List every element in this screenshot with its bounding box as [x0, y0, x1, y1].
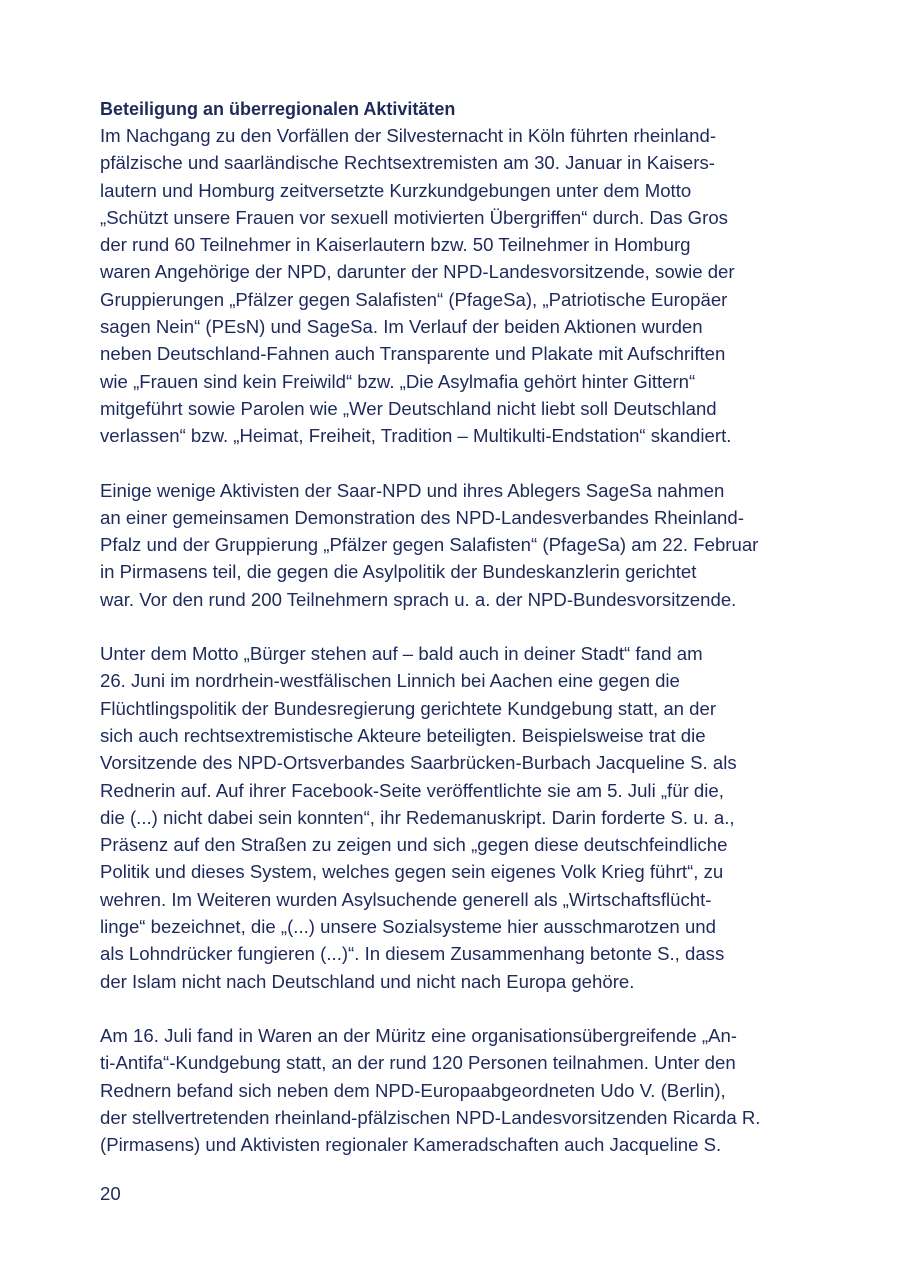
paragraph-waren-kundgebung: Am 16. Juli fand in Waren an der Müritz eine organisationsübergreifende „An- ti-Antifa“-Kundgebung statt, an der rund 120 Personen teilnahmen. Unter den Rednern befand sich neben dem NPD-Europaabgeordneten Udo V. (Berlin), der stellvertretenden rheinland-pfälzischen NPD-Landesvorsitzenden Ricarda R. (Pirmasens) und Aktivisten regionaler Kameradschaften auch Jacqueline S.: [100, 1024, 761, 1156]
paragraph-linnich-kundgebung: Unter dem Motto „Bürger stehen auf – bald auch in deiner Stadt“ fand am 26. Juni im nordrhein-westfälischen Linnich bei Aachen eine gegen die Flüchtlingspolitik der Bundesregierung gerichtete Kundgebung statt, an der sich auch rechtsextremistische Akteure beteiligten. Beispielsweise trat die Vorsitzende des NPD-Ortsverbandes Saarbrücken-Burbach Jacqueline S. als Rednerin auf. Auf ihrer Facebook-Seite veröffentlichte sie am 5. Juli „für die, die (...) nicht dabei sein konnten“, ihr Redemanuskript. Darin forderte S. u. a., Präsenz auf den Straßen zu zeigen und sich „gegen diese deutschfeindliche Politik und dieses System, welches gegen sein eigenes Volk Krieg führt“, zu wehren. Im Weiteren wurden Asylsuchende generell als „Wirtschaftsflücht- linge“ bezeichnet, die „(...) unsere Sozialsysteme hier ausschmarotzen und als Lohndrücker fungieren (...)“. In diesem Zusammenhang betonte S., dass der Islam nicht nach Deutschland und nicht nach Europa gehöre.: [100, 643, 737, 992]
page-number: 20: [100, 1183, 121, 1204]
paragraph-silvester-kundgebungen: Im Nachgang zu den Vorfällen der Silvesternacht in Köln führten rheinland- pfälzische und saarländische Rechtsextremisten am 30. Januar in Kaisers- lautern und Homburg zeitversetzte Kurzkundgebungen unter dem Motto „Schützt unsere Frauen vor sexuell motivierten Übergriffen“ durch. Das Gros der rund 60 Teilnehmer in Kaiserlautern bzw. 50 Teilnehmer in Homburg waren Angehörige der NPD, darunter der NPD-Landesvorsitzende, sowie der Gruppierungen „Pfälzer gegen Salafisten“ (PfageSa), „Patriotische Europäer sagen Nein“ (PEsN) und SageSa. Im Verlauf der beiden Aktionen wurden neben Deutschland-Fahnen auch Transparente und Plakate mit Aufschriften wie „Frauen sind kein Freiwild“ bzw. „Die Asylmafia gehört hinter Gittern“ mitgeführt sowie Parolen wie „Wer Deutschland nicht liebt soll Deutschland verlassen“ bzw. „Heimat, Freiheit, Tradition – Multikulti-Endstation“ skandiert.: [100, 125, 735, 447]
paragraph-spacer: [100, 995, 810, 1022]
document-page: [100, 96, 810, 1158]
paragraph-spacer: [100, 613, 810, 640]
paragraph-pirmasens-demonstration: Einige wenige Aktivisten der Saar-NPD und ihres Ablegers SageSa nahmen an einer gemeinsamen Demonstration des NPD-Landesverbandes Rheinland- Pfalz und der Gruppierung „Pfälzer gegen Salafisten“ (PfageSa) am 22. Februar in Pirmasens teil, die gegen die Asylpolitik der Bundeskanzlerin gerichtet war. Vor den rund 200 Teilnehmern sprach u. a. der NPD-Bundesvorsitzende.: [100, 479, 759, 610]
paragraph-spacer: [100, 450, 810, 477]
section-heading: Beteiligung an überregionalen Aktivitäten: [100, 99, 456, 119]
